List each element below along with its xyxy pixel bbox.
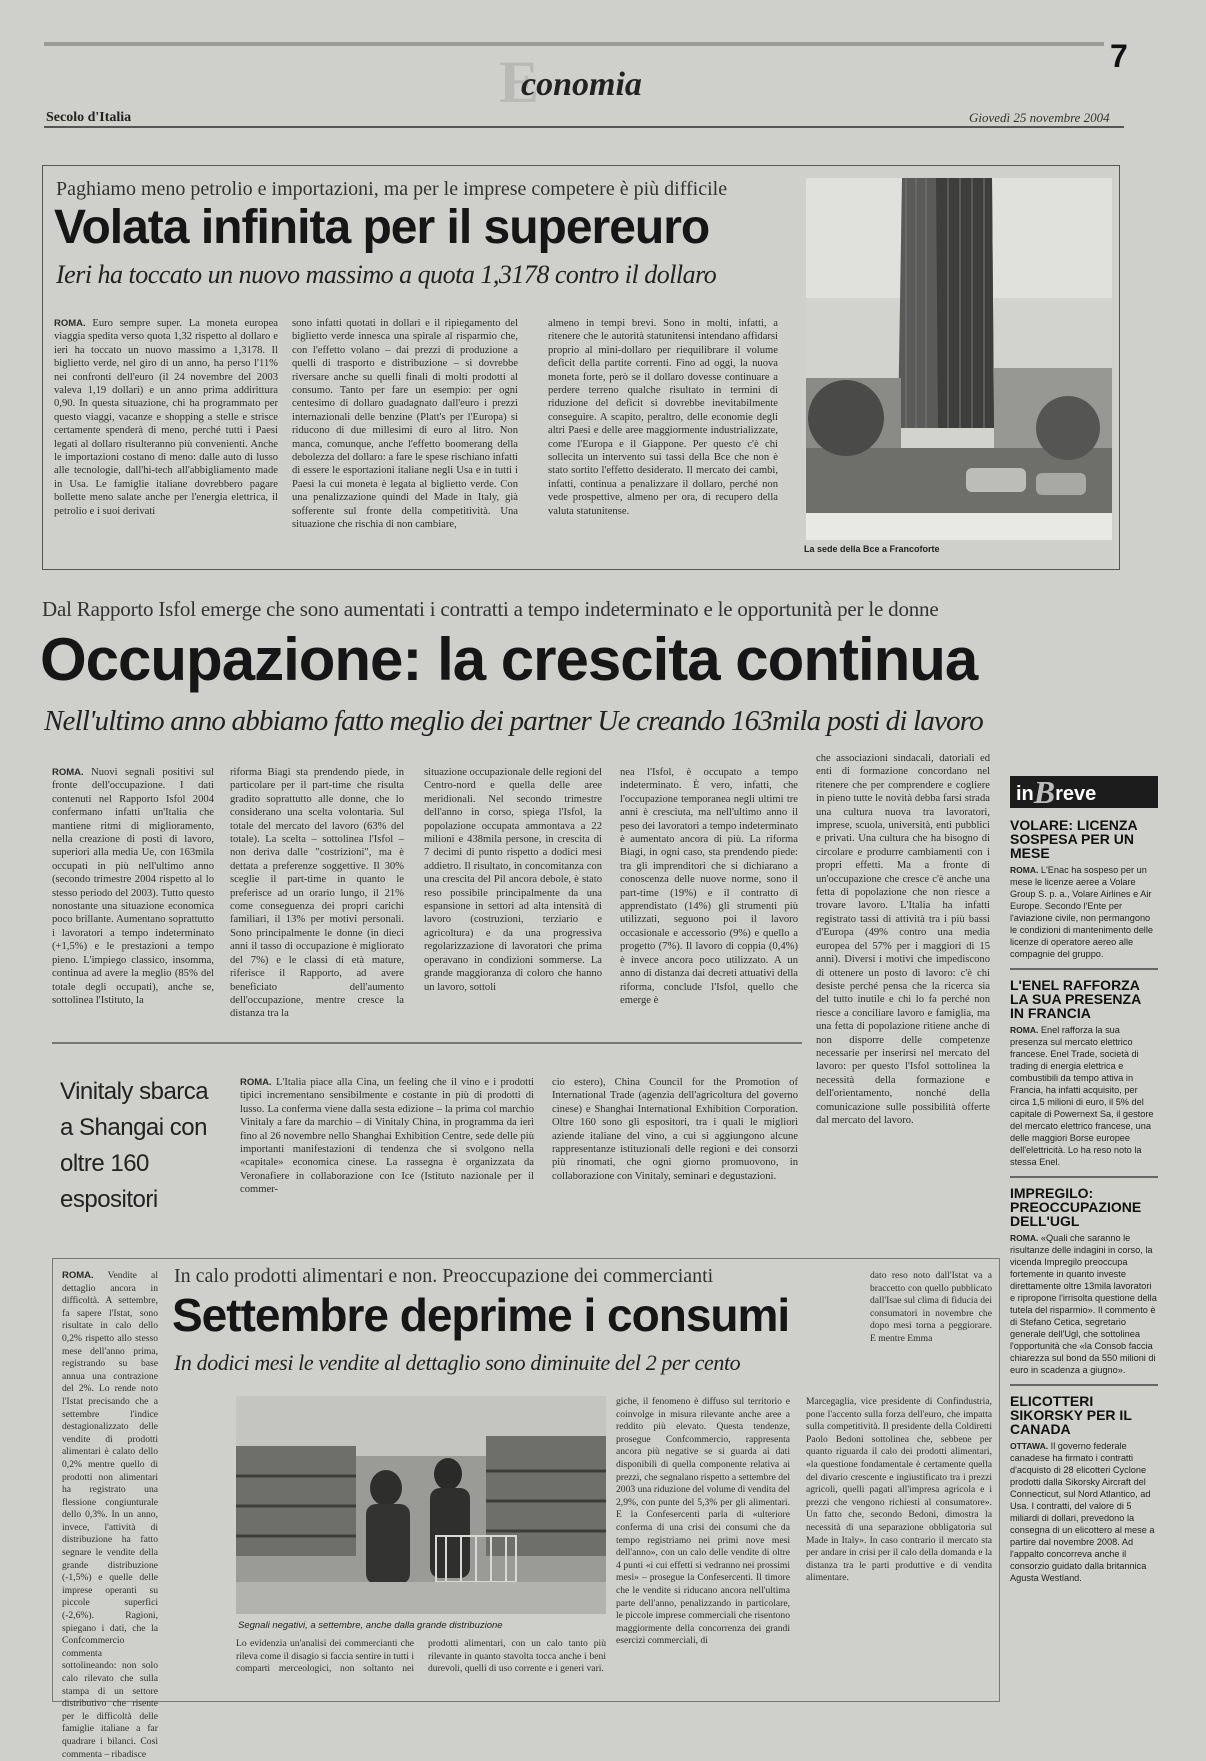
brief-title: L'ENEL RAFFORZA LA SUA PRESENZA IN FRANCIA (1010, 977, 1141, 1021)
article1-subhead: Ieri ha toccato un nuovo massimo a quota 1,3178 contro il dollaro (56, 260, 717, 289)
sidebar-inbreve (1010, 776, 1158, 1696)
article3-dateline: ROMA. (240, 1077, 272, 1088)
article4-kicker: In calo prodotti alimentari e non. Preoccupazione dei commercianti (174, 1265, 714, 1287)
brand-initial: B (1033, 774, 1056, 810)
brief-dateline: ROMA. (1010, 1025, 1039, 1035)
brief-item (1010, 1394, 1158, 1584)
article1-col1 (54, 317, 278, 557)
section-initial: E (499, 49, 540, 115)
photo-supermarket (236, 1396, 606, 1614)
brief-item (1010, 818, 1158, 960)
brief-body: «Quali che saranno le risultanze delle indagini in corso, la vicenda Impregilo preoccupa fortemente in quanto investe direttamente oltre 13mila lavoratori e ripropone l'irrisolta questione della tutela del risparmio». Il commento è di Stefano Cetica, segretario generale dell'Ugl, che sottolinea l'opportunità che «la Consob faccia chiarezza sul bond da 550 milioni di euro in scadenza a giugno». (1010, 1233, 1157, 1375)
article1-kicker: Paghiamo meno petrolio e importazioni, ma per le imprese competere è più difficile (56, 178, 728, 200)
article2-kicker: Dal Rapporto Isfol emerge che sono aumentati i contratti a tempo indeterminato e le opportunità per le donne (42, 597, 939, 621)
article3-col2: cio estero), China Council for the Promotion of International Trade (agenzia dell'agricoltura del governo cinese) e Shanghai International Exhibition Corporation. Oltre 160 sono gli espositori, tra i quali le migliori aziende italiane del vino, a cui si aggiungono alcune rappresentanze istituzionali delle regioni e dei consorzi più rinomati, che ogni giorno promuovono, in collaborazione con Vinitaly, seminari e degustazioni. (552, 1077, 798, 1182)
photo-bce-tower (806, 178, 1112, 540)
photo-bce-caption: La sede della Bce a Francoforte (804, 544, 940, 554)
brief-dateline: ROMA. (1010, 865, 1039, 875)
photo-supermarket-caption: Segnali negativi, a settembre, anche dalla grande distribuzione (238, 1620, 503, 1631)
brief-dateline: OTTAWA. (1010, 1441, 1049, 1451)
brief-separator (1010, 1176, 1158, 1178)
article4-subhead: In dodici mesi le vendite al dettaglio sono diminuite del 2 per cento (174, 1350, 741, 1375)
article1-dateline: ROMA. (54, 318, 86, 329)
brand-prefix: in (1016, 783, 1034, 805)
section-name: conomia (521, 66, 642, 103)
sidebar-brand (1010, 776, 1158, 808)
article2-col5: che associazioni sindacali, datoriali ed enti di formazione concordano nel ritenere che per comprendere e cogliere in pieno tutte le novità debba farsi strada una cultura nuova tra lavoratori, imprese, scuola, università, enti pubblici e privati. Una cultura che ha bisogno di circolare e produrre cambiamenti con i propri effetti. Ma a fronte di un'occupazione che cresce c'è anche una fetta di popolazione che non riesce a trovare lavoro. L'Italia ha infatti registrato tassi di attività tra i più bassi d'Europa (49% contro una media europea del 57% per i maggiori di 15 anni). Diversi i motivi che impediscono di ottenere un posto di lavoro: c'è chi desiste perché pensa che la ricerca sia del tutto inutile e chi lo fa perché non riesce a conciliare lavoro e famiglia, ma una fetta di popolazione ritiene anche di non disporre delle competenze necessarie per inserirsi nel mercato del lavoro: per questo l'Isfol sottolinea la necessità della formazione e dell'orientamento, nonché della comunicazione sulle possibilità offerte dal mercato del lavoro. (816, 753, 990, 1126)
article4-right: dato reso noto dall'Istat va a braccetto con quello pubblicato dall'Isae sul clima di fiducia dei consumatori in novembre che dopo mesi torna a peggiorare. E mentre Emma (870, 1270, 992, 1344)
brief-body: Enel rafforza la sua presenza sul mercato elettrico francese. Enel Trade, società di trading di energia elettrica e combustibili da tempo attiva in Francia, ha infatti acquisito, per circa 1,5 milioni di euro, il 5% del capitale di Powernext Sa, il gestore del mercato elettrico francese, una delle maggiori Borse europee dell'elettricità. Lo ha reso noto la stessa Enel. (1010, 1025, 1154, 1167)
page-number: 7 (1110, 38, 1128, 74)
brief-item (1010, 1186, 1158, 1376)
article2-col2: riforma Biagi sta prendendo piede, in particolare per il part-time che risulta gradito soprattutto alle donne, che lo considerano una scelta volontaria. Sul totale del mercato del lavoro (63% del totale). La scelta – sottolinea l'Isfol – non deriva dalle "costrizioni", ma è dettata a preferenze soggettive. Il 30% sceglie il part-time in quanto le preferisce ad un orario lungo, il 21% come conseguenza dei propri carichi familiari, il 13% per motivi personali. Sono principalmente le donne (in dieci anni il tasso di occupazione è migliorato del 7%) e le classi di età mature, riferisce il Rapporto, ad avere beneficiato dell'aumento dell'occupazione, mentre cresce la distanza tra la (230, 767, 404, 1020)
article4-headline: Settembre deprime i consumi (172, 1289, 790, 1341)
article2-headline: Occupazione: la crescita continua (40, 626, 978, 693)
article4-left (62, 1270, 158, 1760)
article3-headline: Vinitaly sbarca a Shangai con oltre 160 espositori (60, 1078, 209, 1213)
brief-item (1010, 978, 1158, 1168)
page-header (44, 38, 1168, 125)
brief-title: ELICOTTERI SIKORSKY PER IL CANADA (1010, 1393, 1132, 1437)
brief-body: Il governo federale canadese ha firmato i contratti d'acquisto di 28 elicotteri Cyclone prodotti dalla Sikorsky Aircraft del Connecticut, sul Nord Atlantico, ad Usa. I contratti, del valore di 5 miliardi di dollari, prevedono la consegna di un elicottero al mese a partire dal novembre 2008. Ad l'appalto concorreva anche il consorzio guidato dalla britannica Agusta Westland. (1010, 1441, 1155, 1583)
brand-suffix: reve (1055, 783, 1097, 805)
article3-col1 (240, 1076, 534, 1216)
article2-col4: nea l'Isfol, è occupato a tempo indeterminato. È vero, infatti, che l'occupazione temporanea negli ultimi tre anni è cresciuta, ma nell'ultimo anno il peso dei lavoratori a tempo indeterminato è aumentato ancora di più. La riforma Biagi, in ogni caso, sta prendendo piede: tra gli imprenditori che si dichiarano a conoscenza delle nuove norme, sono il part-time (19%) e il contratto di apprendistato (14%) gli strumenti più utilizzati, seguono poi il lavoro occasionale e accessorio (9%) e quello a progetto (7%). Il lavoro di coppia (0,4%) è invece ancora poco utilizzato. A un anno di distanza dai decreti attuativi della riforma, conclude l'Isfol, quello che emerge è (620, 767, 798, 1006)
brief-title: IMPREGILO: PREOCCUPAZIONE DELL'UGL (1010, 1185, 1142, 1229)
brief-title: VOLARE: LICENZA SOSPESA PER UN MESE (1010, 817, 1138, 861)
masthead-name: Secolo d'Italia (46, 110, 132, 125)
article4-col2: giche, il fenomeno è diffuso sul territorio e coinvolge in misura rilevante anche aree a reddito più elevato. Questa tendenze, prosegue Confcommercio, rappresenta ancora più negative se si guarda ai dati disponibili di quella componente relativa ai prezzi, che segnalano rispetto a settembre del 2003 una riduzione del volume di vendita del 2,9%, con punte del 5,3% per gli alimentari. E la Confesercenti parla di «ulteriore conferma di una crisi dei consumi che da tempo registriamo nei primi nove mesi dell'anno», con un calo delle vendite di oltre 4 punti «i cui effetti si vedranno nei prossimi mesi» – prosegue la Confesercenti. Il timore che le vendite si riducano ancora nell'ultima parte dell'anno, penalizzando in particolare, le piccole imprese commerciali che risentono maggiormente della concorrenza dei grandi esercizi commerciali, di (616, 1396, 790, 1647)
article4-col1: Lo evidenzia un'analisi dei commercianti che rileva come il disagio si faccia sentire in tutti i comparti merceologici, non soltanto nei prodotti alimentari, con un calo tanto più rilevante in quanto stavolta tocca anche i beni durevoli, quelli di uso corrente e i generi vari. (236, 1638, 606, 1675)
article1-col3: almeno in tempi brevi. Sono in molti, infatti, a ritenere che le autorità statunitensi intendano affidarsi proprio al mini-dollaro per riequilibrare il volume deficit della partite correnti. Fino ad oggi, la nuova moneta forte, però se il dollaro dovesse continuare a perdere terreno qualche risultato in termini di riduzione del deficit si dovrebbe inevitabilmente conseguire. A scapito, peraltro, delle economie degli altri Paesi e delle aree maggiormente industrializzate, come l'Europa e il Giappone. Per questo c'è chi sollecita un intervento sui tassi della Bce che non è stato sortito l'effetto desiderato. Il mercato dei cambi, infatti, continua a penalizzare il dollaro, perché non vede prospettive, almeno per ora, di recupero della valuta statunitense. (548, 318, 778, 517)
article4-left-text: Vendite al dettaglio ancora in difficoltà. A settembre, fa sapere l'Istat, sono risultate in calo dello 0,2% rispetto allo stesso mese dell'anno prima, registrando su base annua una contrazione del 2%. Lo rende noto l'Istat precisando che a settembre l'indice destagionalizzato delle vendite di prodotti alimentari è calato dello 0,2% mentre quello di prodotti non alimentari ha registrato una flessione congiunturale dello 0,3%. In un anno, invece, l'attività di distribuzione ha fatto segnare le vendite della grande distribuzione (-1,5%) e quelle delle imprese operanti su piccole superfici (-2,6%). Ragioni, spiegano i dati, che la Confcommercio commenta sottolineando: non solo calo rilevato che sulla stampa di un settore distributivo che risente per le difficoltà delle famiglie italiane a far quadrare i bilanci. Così commenta – ribadisce (62, 1270, 158, 1760)
article4-dateline: ROMA. (62, 1270, 94, 1281)
article4-col3: Marcegaglia, vice presidente di Confindustria, pone l'accento sulla forza dell'euro, che impatta sulla competitività. Il presidente della Coldiretti Paolo Bedoni sottolinea che, sebbene per quanto riguarda il calo dei prodotti alimentari, «la questione fondamentale è certamente quella del divario crescente e ingiustificato tra i prezzi agricoli, quelli pagati all'impresa agricola e i prezzi che vengono richiesti al consumatore». Un fatto che, secondo Bedoni, dimostra la necessità di una separazione obbligatoria sul Made in Italy». In caso contrario il mercato sta per andare in crisi per il calo della domanda e la distanza tra le parti produttive e di vendita alimentare. (806, 1396, 992, 1584)
brief-dateline: ROMA. (1010, 1233, 1039, 1243)
brief-body: L'Enac ha sospeso per un mese le licenze aeree a Volare Group S. p. a., Volare Airlines e Air Europe. Secondo l'Ente per l'aviazione civile, non permangono le condizioni di mantenimento delle licenze di operatore aereo alle compagnie del gruppo. (1010, 865, 1154, 959)
article2-col1-text: Nuovi segnali positivi sul fronte dell'occupazione. I dati contenuti nel Rapporto Isfol 2004 confermano infatti un'Italia che mantiene ritmi di miglioramento, nella creazione di posti di lavoro, superiori alla media Ue, con 163mila occupati in più nell'ultimo anno (secondo trimestre 2004 rispetto al lo stesso periodo del 2003). Tutto questo nonostante una situazione economica poco brillante. Aumentano soprattutto i lavoratori a tempo indeterminato (+1,5%) e le prestazioni a tempo pieno. L'impiego classico, insomma, continua ad avere la meglio (85% del totale degli occupati), anche se, sottolinea l'Istituto, la (52, 767, 214, 1006)
bce-tower-image (806, 178, 1112, 540)
brief-separator (1010, 968, 1158, 970)
article1-col1-text: Euro sempre super. La moneta europea viaggia spedita verso quota 1,32 rispetto al dollaro e ieri ha toccato un nuovo massimo a 1,3178. Il biglietto verde, nel giro di un anno, ha perso l'11% nei confronti dell'euro (il 24 novembre del 2003 valeva 1,19 dollari) e un anno prima addirittura 0,90. In questa situazione, chi ha programmato per questo viaggi, vacanze e shopping a stelle e strisce certamente spenderà di meno, perché tutti i Paesi legati al dollaro risulteranno più convenienti. Anche le importazioni costano di meno: dalle auto di lusso alle tecnologie, dall'hi-tech all'abbigliamento made in Usa. Le famiglie italiane dovrebbero pagare bollette meno salate anche per l'energia elettrica, il petrolio e i suoi derivati (54, 318, 278, 517)
article2-subhead: Nell'ultimo anno abbiamo fatto meglio dei partner Ue creando 163mila posti di lavoro (44, 705, 983, 737)
section-title (499, 49, 642, 115)
article3-col1-text: L'Italia piace alla Cina, un feeling che il vino e i prodotti tipici incrementano sensibilmente e costante in più di prodotti di lusso. La conferma viene dalla sesta edizione – la prima col marchio Vinitaly a fare da marchio – di Vinitaly China, in programma da ieri fino al 26 novembre nello Shanghai Exhibition Centre, sede delle più importanti manifestazioni di tendenza che si svolgono nella «capitale» economica cinese. La rassegna è organizzata da Veronafiere in collaborazione con Ice (Istituto nazionale per il commer- (240, 1077, 534, 1196)
article3-rule (52, 1042, 802, 1044)
brief-separator (1010, 1384, 1158, 1386)
issue-date: Giovedì 25 novembre 2004 (969, 110, 1110, 125)
article2-col1 (52, 766, 214, 1026)
header-rule (44, 126, 1124, 128)
article1-col2: sono infatti quotati in dollari e il ripiegamento del biglietto verde innesca una spirale al risparmio che, con l'effetto volano – dai prezzi di produzione a quelli di trasporto e distribuzione – si dovrebbe riversare anche su quelli finali di molti prodotti al consumo. Tanto per fare un esempio: per ogni centesimo di dollaro guadagnato dall'euro i prezzi internazionali delle benzine (Platt's per l'Europa) si riducono di due millesimi di euro al litro. Non manca, comunque, anche l'effetto boomerang della debolezza del dollaro: a fare le spese rischiano infatti di essere le esportazioni italiane negli Usa e in tutti i Paesi la cui moneta è legata al biglietto verde. Con una penalizzazione quindi del Made in Italy, già sofferente sul fronte della competitività. Una situazione che rischia di non cambiare, (292, 318, 518, 531)
article2-dateline: ROMA. (52, 767, 84, 778)
article2-col3: situazione occupazionale delle regioni del Centro-nord e quella delle aree meridionali. Nel secondo trimestre dell'anno in corso, spiega l'Isfol, la popolazione occupata ammontava a 22 milioni e 438mila persone, in crescita di 7 decimi di punto rispetto a dodici mesi addietro. Il risultato, in concomitanza con una crescita del Pil ancora debole, è stato reso possibile principalmente da una espansione in settori ad alta intensità di lavoro (costruzioni, terziario e agricoltura) e da una progressiva regolarizzazione di lavoratori che prima operavano in condizioni sommerse. La grande maggioranza di coloro che hanno un lavoro, sottoli (424, 767, 602, 993)
supermarket-image (236, 1396, 606, 1614)
article1-headline: Volata infinita per il supereuro (54, 201, 710, 254)
top-rule (44, 42, 1104, 46)
